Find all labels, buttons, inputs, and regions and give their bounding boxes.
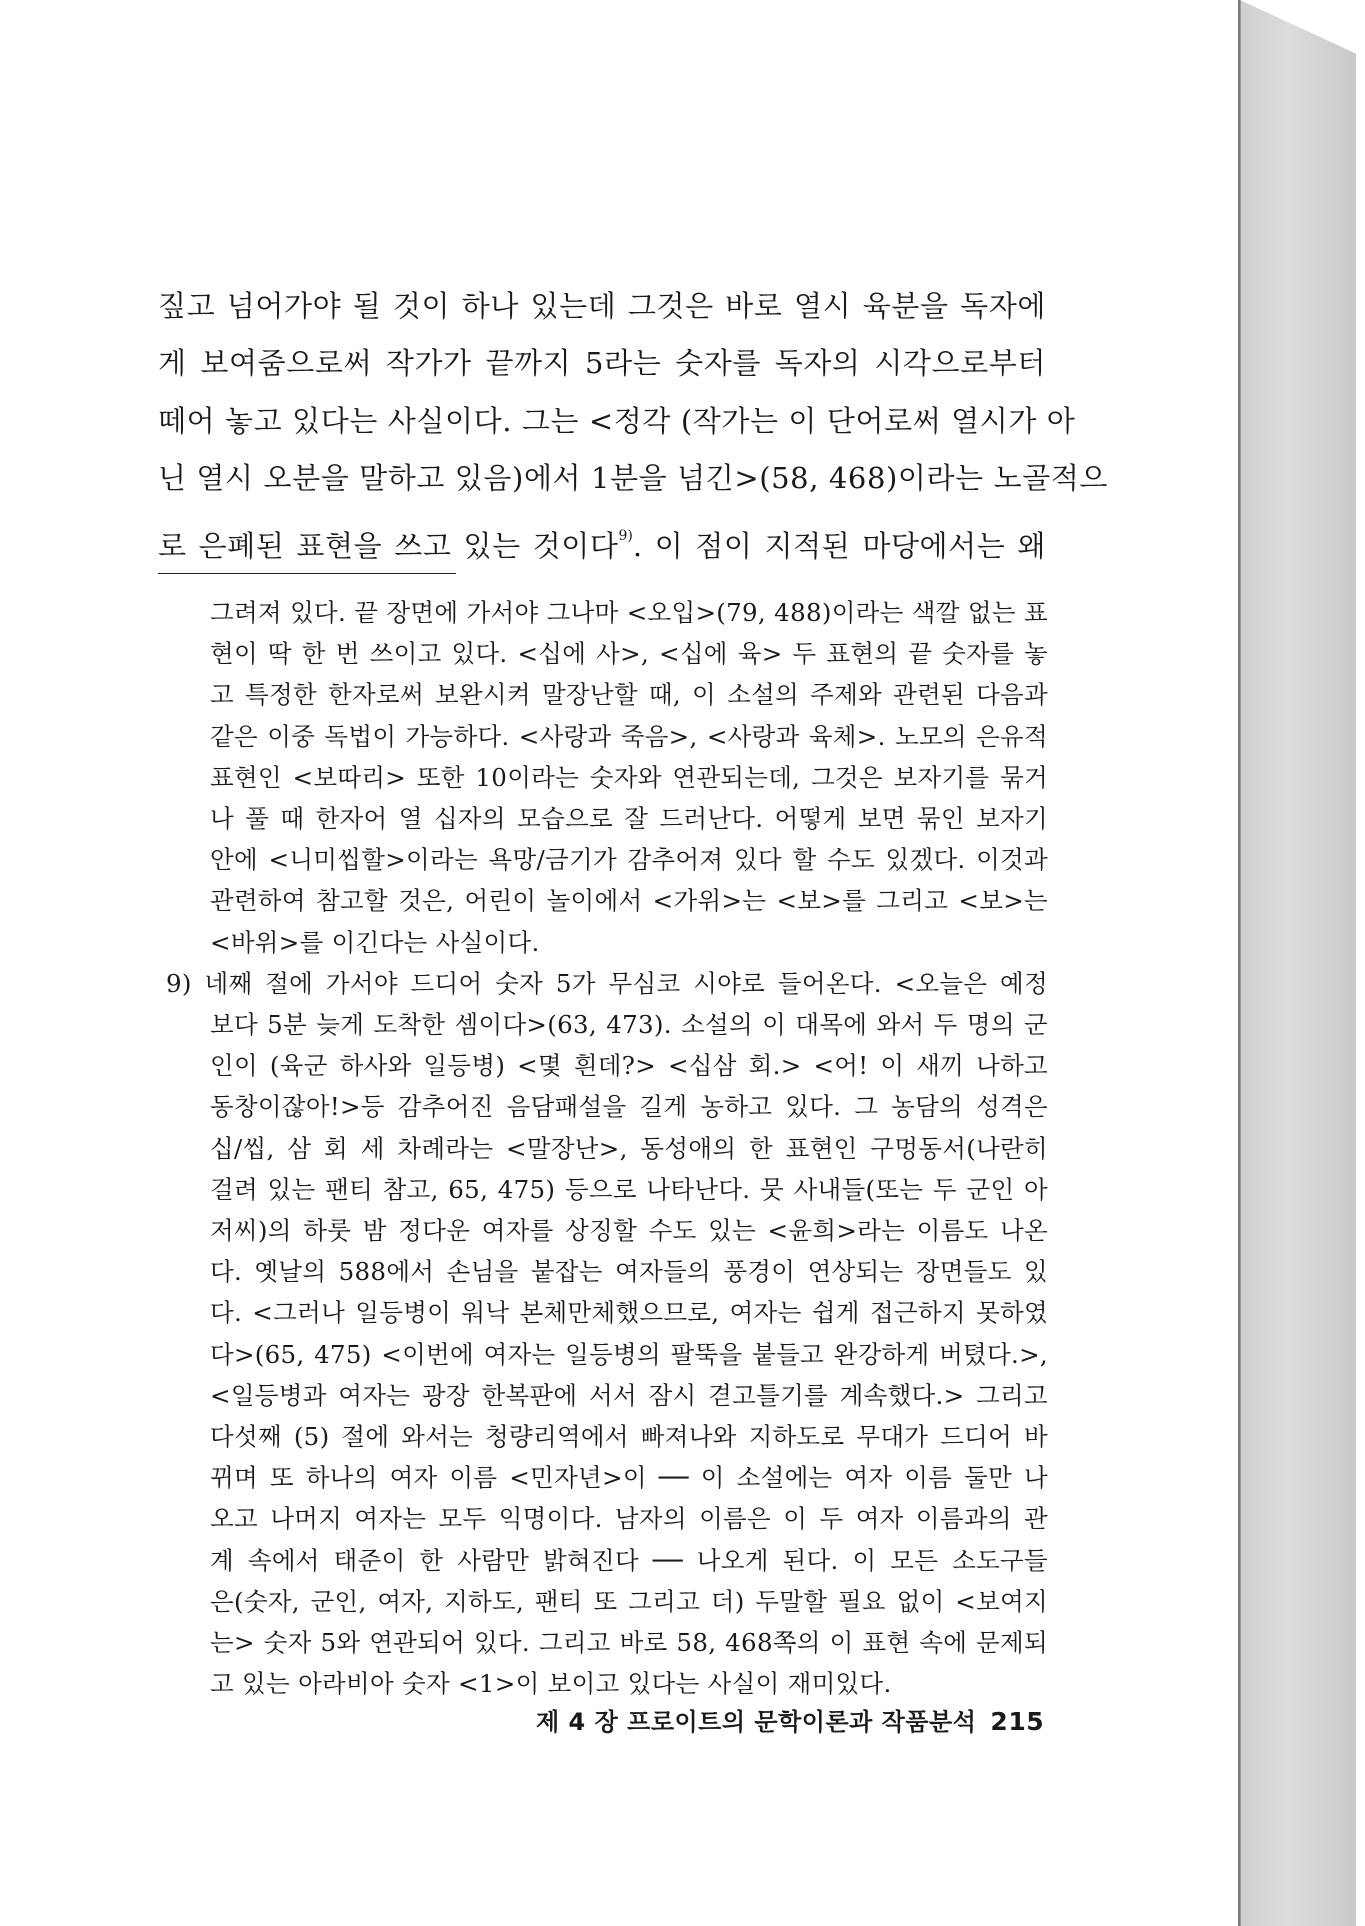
footnote-line: 오고 나머지 여자는 모두 익명이다. 남자의 이름은 이 두 여자 이름과의 관 [210, 1504, 1048, 1534]
footnote-line: 인이 (육군 하사와 일등병) <몇 흰데?> <십삼 회.> <어! 이 새끼 나하고 [210, 1051, 1048, 1081]
footnote-line: 다. 옛날의 588에서 손님을 붙잡는 여자들의 풍경이 연상되는 장면들도 있 [210, 1257, 1048, 1287]
footnote-line: 고 있는 아라비아 숫자 <1>이 보이고 있다는 사실이 재미있다. [210, 1669, 892, 1699]
footnote-line: 뀌며 또 하나의 여자 이름 <민자년>이 ── 이 소설에는 여자 이름 둘만 나 [210, 1463, 1048, 1493]
footnote-line: 다. <그러나 일등병이 워낙 본체만체했으므로, 여자는 쉽게 접근하지 못하였 [210, 1298, 1048, 1328]
body-text-segment: . 이 점이 지적된 마당에서는 왜 [632, 528, 1046, 563]
footnote-line: 은(숫자, 군인, 여자, 지하도, 팬티 또 그리고 더) 두말할 필요 없이 <보여지 [210, 1586, 1048, 1616]
footnote-line: <바위>를 이긴다는 사실이다. [210, 927, 540, 957]
footnote-line: 표현인 <보따리> 또한 10이라는 숫자와 연관되는데, 그것은 보자기를 묶거 [210, 762, 1048, 792]
body-line: 떼어 놓고 있다는 사실이다. 그는 <정각 (작가는 이 단어로써 열시가 아 [158, 403, 1076, 438]
footnote-separator [158, 573, 456, 574]
running-footer [536, 1702, 1045, 1737]
footnote-line: 는> 숫자 5와 연관되어 있다. 그리고 바로 58, 468쪽의 이 표현 속에 문제되 [210, 1628, 1048, 1658]
chapter-title: 제 4 장 프로이트의 문학이론과 작품분석 [536, 1708, 977, 1736]
footnote-line: 보다 5분 늦게 도착한 셈이다>(63, 473). 소설의 이 대목에 와서 두 명의 군 [210, 1010, 1048, 1040]
body-line-with-footnote [158, 508, 1046, 575]
page-number: 215 [990, 1707, 1045, 1736]
footnote-line: 걸려 있는 팬티 참고, 65, 475) 등으로 나타난다. 뭇 사내들(또는 두 군인 아 [210, 1174, 1048, 1204]
footnote-line: 관련하여 참고할 것은, 어린이 놀이에서 <가위>는 <보>를 그리고 <보>는 [210, 886, 1048, 916]
footnote-line: <일등병과 여자는 광장 한복판에 서서 잠시 겯고틀기를 계속했다.> 그리고 [210, 1380, 1048, 1410]
footnote-line: 계 속에서 태준이 한 사람만 밝혀진다 ── 나오게 된다. 이 모든 소도구들 [210, 1545, 1048, 1575]
footnote-9-first-line: 9) 네째 절에 가서야 드디어 숫자 5가 무심코 시야로 들어온다. <오늘은 예정 [166, 968, 1048, 998]
footnote-line: 동창이잖아!>등 감추어진 음담패설을 길게 농하고 있다. 그 농담의 성격은 [210, 1092, 1048, 1122]
body-text-segment: 로 은폐된 표현을 쓰고 있는 것이다 [158, 528, 619, 563]
body-line: 짚고 넘어가야 될 것이 하나 있는데 그것은 바로 열시 육분을 독자에 [158, 289, 1046, 323]
footnote-line: 저씨)의 하룻 밤 정다운 여자를 상징할 수도 있는 <윤희>라는 이름도 나온 [210, 1216, 1048, 1246]
footnote-line: 나 풀 때 한자어 열 십자의 모습으로 잘 드러난다. 어떻게 보면 묶인 보자기 [210, 804, 1048, 834]
footnote-line: 그려져 있다. 끝 장면에 가서야 그나마 <오입>(79, 488)이라는 색깔 없는 표 [210, 598, 1048, 627]
body-line: 닌 열시 오분을 말하고 있음)에서 1분을 넘긴>(58, 468)이라는 노골적으 [158, 461, 1109, 496]
footnote-line: 다>(65, 475) <이번에 여자는 일등병의 팔뚝을 붙들고 완강하게 버텼다.>, [210, 1339, 1048, 1369]
main-body-text [158, 278, 1109, 575]
footnote-line: 고 특정한 한자로써 보완시켜 말장난할 때, 이 소설의 주제와 관련된 다음과 [210, 680, 1048, 710]
footnotes [166, 592, 1048, 1704]
footnote-line: 십/씹, 삼 회 세 차례라는 <말장난>, 동성애의 한 표현인 구멍동서(나란히 [210, 1133, 1048, 1163]
footnote-line: 같은 이중 독법이 가능하다. <사랑과 죽음>, <사랑과 육체>. 노모의 은유적 [210, 721, 1048, 751]
book-edge [1240, 0, 1359, 1926]
footnote-marker: 9) [618, 527, 633, 544]
footnote-line: 안에 <니미씹할>이라는 욕망/금기가 감추어져 있다 할 수도 있겠다. 이것과 [210, 845, 1048, 875]
body-line: 게 보여줌으로써 작가가 끝까지 5라는 숫자를 독자의 시각으로부터 [158, 346, 1046, 381]
footnote-line: 다섯째 (5) 절에 와서는 청량리역에서 빠져나와 지하도로 무대가 드디어 바 [210, 1422, 1048, 1452]
page-margin [1356, 0, 1365, 1926]
footnote-line: 현이 딱 한 번 쓰이고 있다. <십에 사>, <십에 육> 두 표현의 끝 숫자를 놓 [210, 639, 1048, 669]
